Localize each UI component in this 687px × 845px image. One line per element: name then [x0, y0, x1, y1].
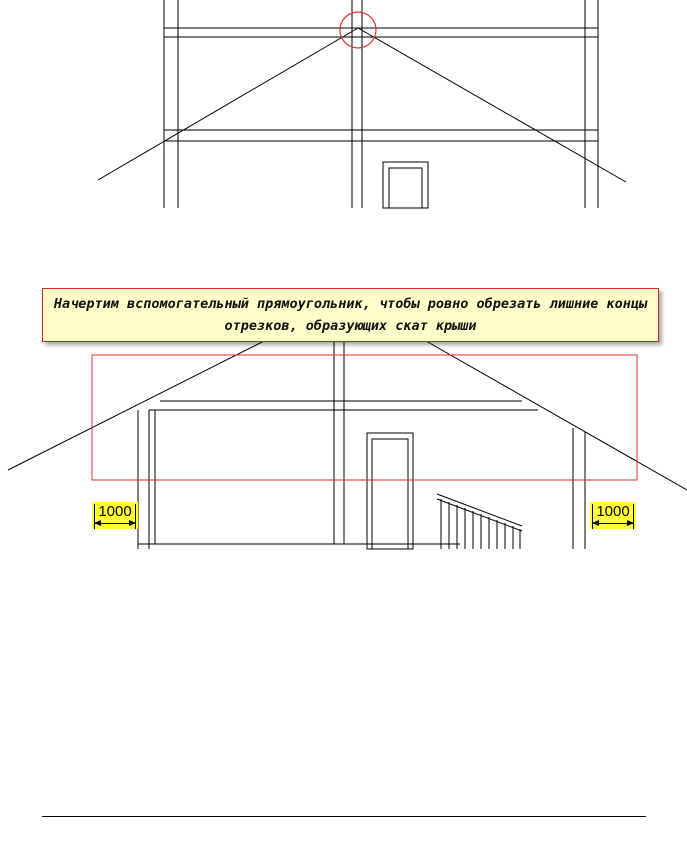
dimension-left-arrow	[94, 523, 136, 524]
top-frame	[98, 0, 626, 208]
stair-balusters	[441, 499, 520, 549]
dimension-right-value: 1000	[596, 503, 630, 520]
stair-rail-top	[437, 494, 522, 526]
bottom-rafter-right	[426, 341, 687, 490]
dimension-left	[92, 502, 138, 529]
bottom-door-outer	[367, 433, 413, 549]
bottom-door-inner	[372, 439, 408, 549]
dimension-left-value: 1000	[98, 503, 132, 520]
top-rafter-right	[358, 28, 626, 182]
helper-rectangle	[92, 355, 637, 480]
stair-rail-bottom	[437, 499, 522, 531]
footer-divider	[42, 816, 646, 817]
top-door-inner	[389, 168, 422, 208]
dimension-right	[590, 502, 636, 529]
top-rafter-left	[98, 28, 358, 180]
top-door-outer	[383, 162, 428, 208]
bottom-rafter-left	[8, 341, 264, 470]
instruction-callout	[42, 288, 659, 342]
instruction-text: Начертим вспомогательный прямоугольник, чтобы ровно обрезать лишние концы отрезков, образующих скат крыши	[53, 296, 648, 334]
ridge-highlight-circle	[340, 12, 376, 48]
dimension-right-arrow	[592, 523, 634, 524]
